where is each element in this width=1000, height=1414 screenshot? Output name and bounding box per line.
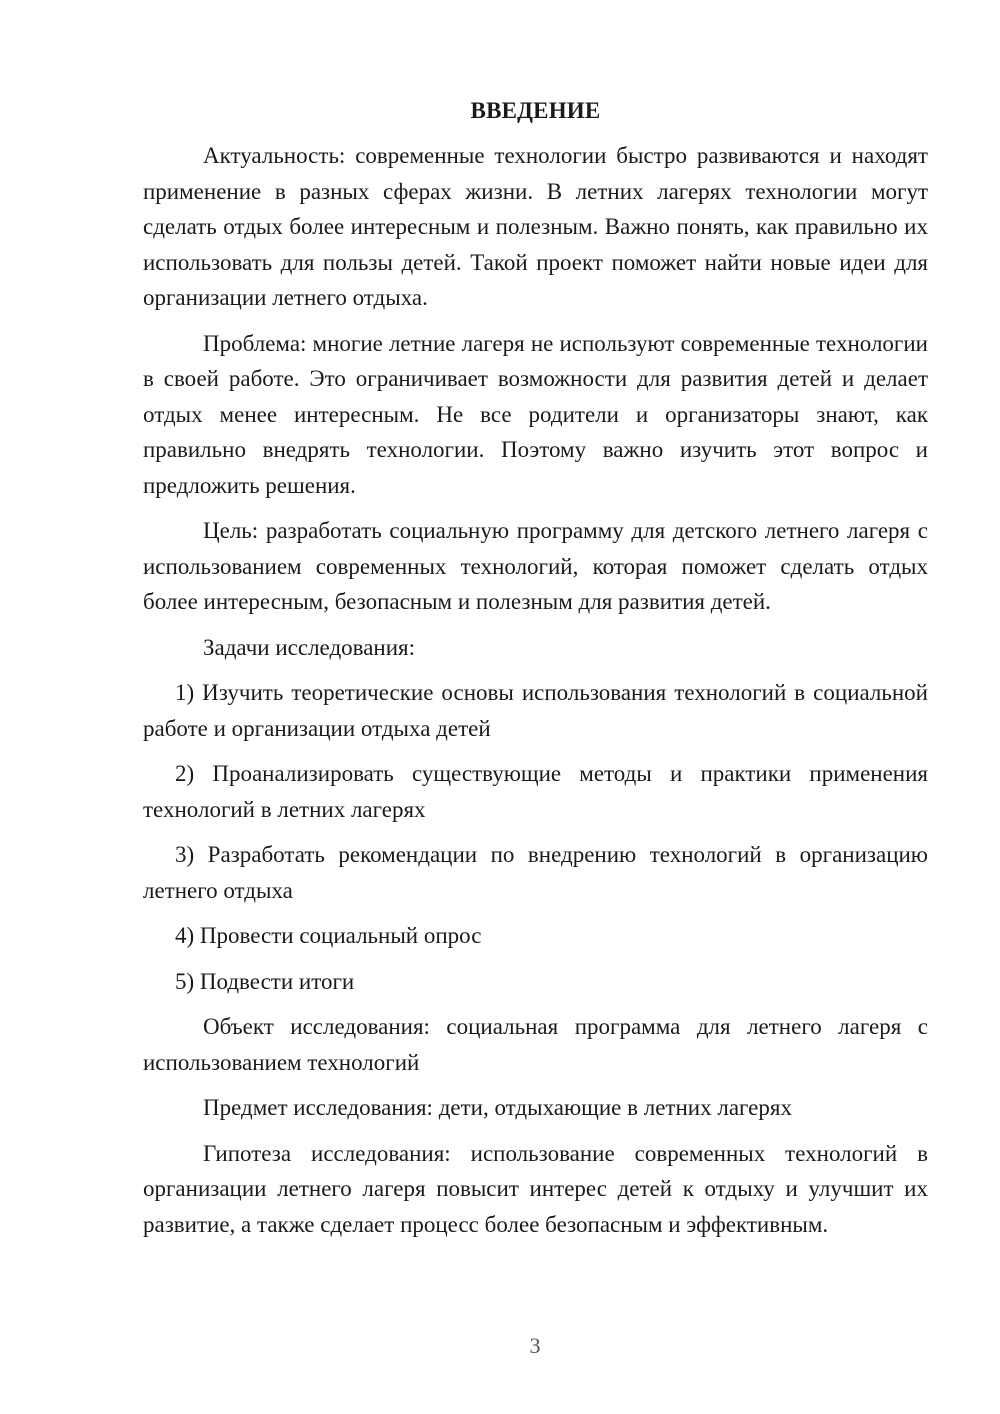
paragraph-object: Объект исследования: социальная программа для летнего лагеря с использованием технологий bbox=[143, 1014, 928, 1075]
page-number: 3 bbox=[529, 1333, 541, 1358]
task-item-4: 4) Провести социальный опрос bbox=[175, 923, 482, 948]
paragraph-relevance: Актуальность: современные технологии быстро развиваются и находят применение в разных сферах жизни. В летних лагерях технологии могут сделать отдых более интересным и полезным. Важно понять, как правильно их использовать для пользы детей. Такой проект поможет найти новые идеи для организации летнего отдыха. bbox=[143, 143, 928, 310]
section-title: ВВЕДЕНИЕ bbox=[470, 98, 601, 123]
paragraph-tasks-heading: Задачи исследования: bbox=[203, 634, 416, 660]
paragraph-goal: Цель: разработать социальную программу для детского летнего лагеря с использованием современных технологий, которая поможет сделать отдых более интересным, безопасным и полезным для развития детей. bbox=[143, 518, 928, 614]
document-body bbox=[143, 96, 928, 1252]
task-item-1: 1) Изучить теоретические основы использования технологий в социальной работе и организации отдыха детей bbox=[143, 680, 928, 741]
task-item-2: 2) Проанализировать существующие методы и практики применения технологий в летних лагерях bbox=[143, 761, 928, 822]
paragraph-hypothesis: Гипотеза исследования: использование современных технологий в организации летнего лагеря повысит интерес детей к отдыху и улучшит их развитие, а также сделает процесс более безопасным и эффективным. bbox=[143, 1140, 928, 1237]
paragraph-problem: Проблема: многие летние лагеря не используют современные технологии в своей работе. Это ограничивает возможности для развития детей и делает отдых менее интересным. Не все родители и организаторы знают, как правильно внедрять технологии. Поэтому важно изучить этот вопрос и предложить решения. bbox=[143, 330, 928, 498]
paragraph-subject: Предмет исследования: дети, отдыхающие в летних лагерях bbox=[203, 1095, 792, 1120]
task-item-3: 3) Разработать рекомендации по внедрению технологий в организацию летнего отдыха bbox=[143, 842, 928, 903]
task-item-5: 5) Подвести итоги bbox=[175, 968, 355, 994]
